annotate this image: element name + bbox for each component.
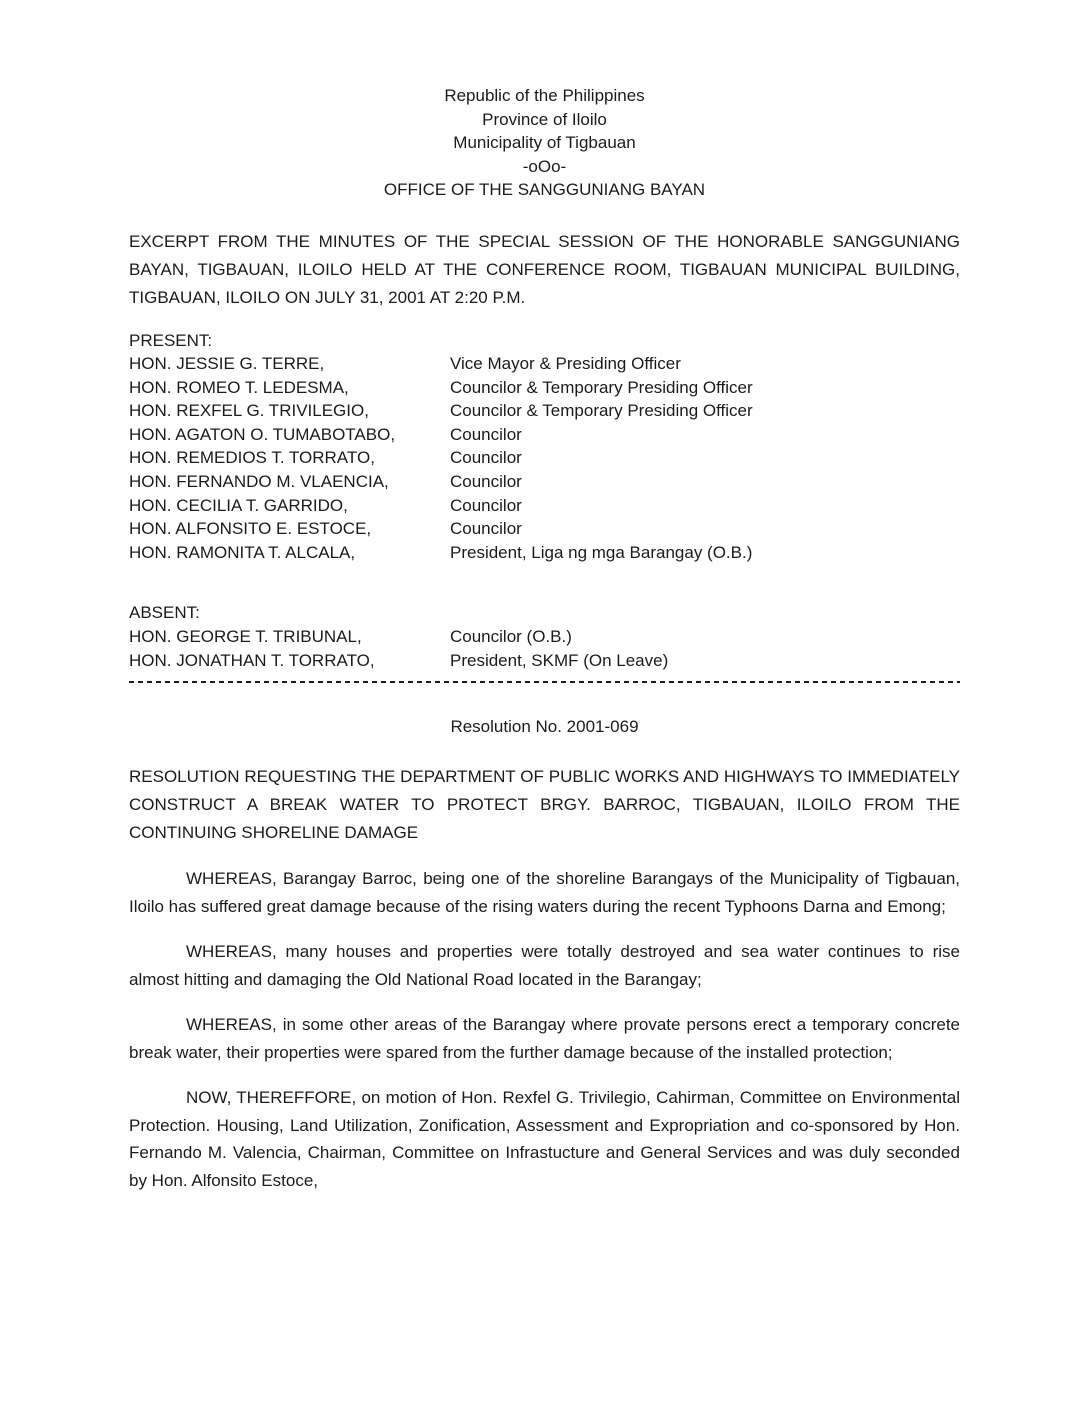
member-title: President, Liga ng mga Barangay (O.B.) <box>450 542 753 562</box>
member-name: HON. FERNANDO M. VLAENCIA, <box>129 472 389 492</box>
member-name: HON. CECILIA T. GARRIDO, <box>129 495 348 515</box>
letterhead-line-office: OFFICE OF THE SANGGUNIANG BAYAN <box>383 180 706 199</box>
letterhead-separator-ooo: -oOo- <box>522 156 567 176</box>
member-name: HON. ROMEO T. LEDESMA, <box>129 377 349 397</box>
absent-member-row <box>129 649 960 673</box>
present-section <box>129 329 960 565</box>
member-name: HON. ALFONSITO E. ESTOCE, <box>129 519 372 539</box>
present-member-row <box>129 494 960 518</box>
present-member-row <box>129 376 960 400</box>
member-title: Councilor <box>450 448 522 468</box>
present-member-row <box>129 446 960 470</box>
whereas-paragraph-1: WHEREAS, Barangay Barroc, being one of the shoreline Barangays of the Municipality of Tigbauan, Iloilo has suffered great damage because of the rising waters during the recent Typhoons Darna and Emong; <box>129 869 960 916</box>
present-member-row <box>129 352 960 376</box>
absent-label: ABSENT: <box>129 603 200 623</box>
member-name: HON. GEORGE T. TRIBUNAL, <box>129 627 362 647</box>
whereas-paragraph-2: WHEREAS, many houses and properties were totally destroyed and sea water continues to rise almost hitting and damaging the Old National Road located in the Barangay; <box>129 942 960 989</box>
letterhead-line-province: Province of Iloilo <box>482 109 607 129</box>
member-name: HON. AGATON O. TUMABOTABO, <box>129 424 396 444</box>
member-title: Councilor & Temporary Presiding Officer <box>450 401 753 421</box>
member-title: Councilor <box>450 472 522 492</box>
member-title: Vice Mayor & Presiding Officer <box>450 354 681 374</box>
member-title: Councilor <box>450 519 522 539</box>
absent-section <box>129 601 960 672</box>
member-name: HON. JESSIE G. TERRE, <box>129 354 325 374</box>
present-member-row <box>129 470 960 494</box>
present-member-row <box>129 399 960 423</box>
absent-member-row <box>129 625 960 649</box>
member-name: HON. REMEDIOS T. TORRATO, <box>129 448 375 468</box>
resolution-title: RESOLUTION REQUESTING THE DEPARTMENT OF PUBLIC WORKS AND HIGHWAYS TO IMMEDIATELY CONSTRUCT A BREAK WATER TO PROTECT BRGY. BARROC, TIGBAUAN, ILOILO FROM THE CONTINUING SHORELINE DAMAGE <box>129 767 960 843</box>
letterhead <box>129 84 960 202</box>
member-title: Councilor <box>450 424 522 444</box>
now-therefore-paragraph: NOW, THEREFFORE, on motion of Hon. Rexfel G. Trivilegio, Cahirman, Committee on Environmental Protection. Housing, Land Utilization, Zonification, Assessment and Expropriation and co-sponsored by Hon. Fernando M. Valencia, Chairman, Committee on Infrastucture and General Services and was duly seconded by Hon. Alfonsito Estoce, <box>129 1088 960 1190</box>
letterhead-line-municipality: Municipality of Tigbauan <box>453 133 636 152</box>
whereas-paragraph-3: WHEREAS, in some other areas of the Barangay where provate persons erect a temporary concrete break water, their properties were spared from the further damage because of the installed protection; <box>129 1015 960 1062</box>
present-label: PRESENT: <box>129 330 213 350</box>
member-title: Councilor <box>450 495 522 515</box>
present-member-row <box>129 423 960 447</box>
present-member-row <box>129 517 960 541</box>
member-name: HON. RAMONITA T. ALCALA, <box>129 542 356 562</box>
member-title: Councilor & Temporary Presiding Officer <box>450 377 753 397</box>
excerpt-paragraph: EXCERPT FROM THE MINUTES OF THE SPECIAL SESSION OF THE HONORABLE SANGGUNIANG BAYAN, TIGBAUAN, ILOILO HELD AT THE CONFERENCE ROOM, TIGBAUAN MUNICIPAL BUILDING, TIGBAUAN, ILOILO ON JULY 31, 2001 AT 2:20 P.M. <box>129 231 960 307</box>
member-title: President, SKMF (On Leave) <box>450 650 669 670</box>
member-name: HON. REXFEL G. TRIVILEGIO, <box>129 401 369 421</box>
dashed-divider <box>129 681 960 683</box>
letterhead-line-republic: Republic of the Philippines <box>444 86 645 105</box>
resolution-number: Resolution No. 2001-069 <box>450 717 639 737</box>
member-name: HON. JONATHAN T. TORRATO, <box>129 650 375 670</box>
present-member-row <box>129 541 960 565</box>
member-title: Councilor (O.B.) <box>450 627 572 647</box>
